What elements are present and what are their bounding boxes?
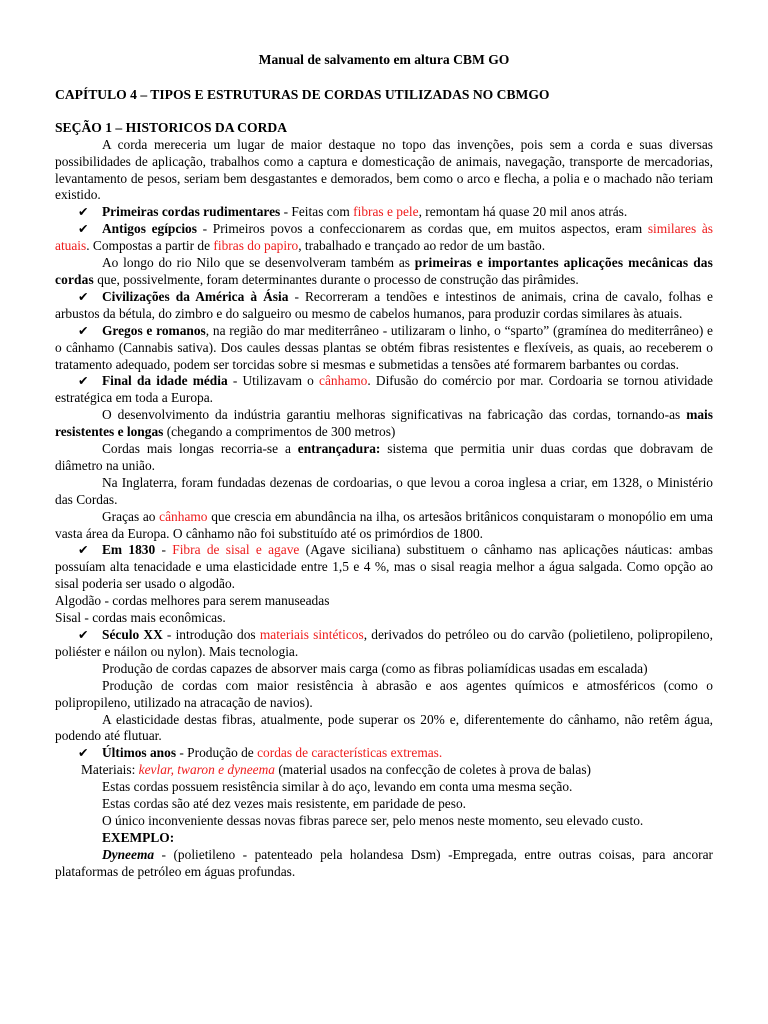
paragraph-inglaterra: Na Inglaterra, foram fundadas dezenas de cordoarias, o que levou a coroa inglesa a criar, em 1328, o Ministério das Cordas. — [55, 474, 713, 507]
paragraph-absorver-carga: Produção de cordas capazes de absorver mais carga (como as fibras poliamídicas usadas em escalada) — [102, 660, 648, 676]
line-sisal: Sisal - cordas mais econômicas. — [55, 610, 226, 626]
document-title: Manual de salvamento em altura CBM GO — [258, 52, 510, 67]
bullet-idade-media: ✔ Final da idade média - Utilizavam o cânhamo. Difusão do comércio por mar. Cordoaria se tornou atividade estratégica em toda a Europa. — [55, 373, 713, 406]
paragraph-intro: A corda mereceria um lugar de maior destaque no topo das invenções, pois sem a corda e suas diversas possibilidades de aplicação, trabalhos como a captura e domesticação de animais, navegação, transporte de mercadorias, levantamento de pesos, seriam bem desgastantes e demorados, bem como o arco e flecha, a polia e o machado não teriam existido. — [55, 136, 713, 203]
checkmark-icon: ✔ — [78, 627, 89, 642]
paragraph-dyneema: Dyneema - (polietileno - patenteado pela holandesa Dsm) -Empregada, entre outras coisas, para ancorar plataformas de petróleo em águas profundas. — [55, 846, 713, 879]
checkmark-icon: ✔ — [78, 221, 89, 237]
paragraph-entrancadura: Cordas mais longas recorria-se a entrançadura: sistema que permitia unir duas cordas que dobravam de diâmetro na união. — [55, 441, 713, 473]
paragraph-resistencia-aco: Estas cordas possuem resistência similar à do aço, levando em conta uma mesma seção. — [102, 779, 573, 795]
paragraph-canhamo: Graças ao cânhamo que crescia em abundância na ilha, os artesãos britânicos conquistaram o monopólio em uma vasta área da Europa. O cânhamo não foi substituído até os primórdios de 1800. — [55, 508, 713, 541]
bullet-1830: ✔ Em 1830 - Fibra de sisal e agave (Agave siciliana) substituem o cânhamo nas aplicações náuticas: ambas possuíam alta tenacidade e uma elasticidade entre 1,5 e 4 %, mas o sisal reagia melhor a água salgada. Como opção ao sisal poderia ser usado o algodão. — [55, 542, 714, 592]
checkmark-icon: ✔ — [78, 373, 89, 389]
checkmark-icon: ✔ — [78, 322, 89, 338]
paragraph-inconveniente: O único inconveniente dessas novas fibras parece ser, pelo menos neste momento, seu elevado custo. — [102, 812, 644, 828]
paragraph-dez-vezes: Estas cordas são até dez vezes mais resistente, em paridade de peso. — [102, 796, 467, 812]
bullet-primeiras-cordas: ✔ Primeiras cordas rudimentares - Feitas com fibras e pele, remontam há quase 20 mil anos atrás. — [78, 204, 628, 220]
bullet-antigos-egipcios: ✔ Antigos egípcios - Primeiros povos a confeccionarem as cordas que, em muitos aspectos, eram similares às atuais. Compostas a partir de fibras do papiro, trabalhado e trançado ao redor de um bastão. — [55, 221, 713, 254]
checkmark-icon: ✔ — [78, 745, 89, 761]
bullet-seculo-xx: ✔ Século XX - introdução dos materiais sintéticos, derivados do petróleo ou do carvão (polietileno, polipropileno, poliéster e náilon ou nylon). Mais tecnologia. — [55, 627, 713, 659]
bullet-ultimos-anos: ✔ Últimos anos - Produção de cordas de características extremas. — [78, 745, 443, 761]
paragraph-nilo: Ao longo do rio Nilo que se desenvolveram também as primeiras e importantes aplicações mecânicas das cordas que, possivelmente, foram determinantes durante o processo de construção das pirâmides. — [55, 255, 714, 287]
paragraph-abrasao: Produção de cordas com maior resistência à abrasão e aos agentes químicos e atmosféricos (como o polipropileno, utilizado na atracação de navios). — [55, 677, 713, 710]
checkmark-icon: ✔ — [78, 542, 89, 558]
document-body — [55, 52, 713, 881]
paragraph-materiais: Materiais: kevlar, twaron e dyneema (material usados na confecção de coletes à prova de balas) — [81, 762, 592, 778]
line-algodao: Algodão - cordas melhores para serem manuseadas — [55, 593, 330, 609]
checkmark-icon: ✔ — [78, 204, 89, 220]
paragraph-elasticidade: A elasticidade destas fibras, atualmente, pode superar os 20% e, diferentemente do cânhamo, não retêm água, podendo até flutuar. — [55, 711, 713, 744]
example-heading: EXEMPLO: — [102, 829, 175, 845]
section-heading: SEÇÃO 1 – HISTORICOS DA CORDA — [55, 119, 288, 135]
paragraph-industria: O desenvolvimento da indústria garantiu melhoras significativas na fabricação das cordas, tornando-as mais resistentes e longas (chegando a comprimentos de 300 metros) — [55, 407, 713, 440]
bullet-civilizacoes: ✔ Civilizações da América à Ásia - Recorreram a tendões e intestinos de animais, crina de cavalo, folhas e arbustos da bétula, do zimbro e do salgueiro ou mesmo de cabelos humanos, para produzir cordas similares às atuais. — [55, 288, 713, 321]
checkmark-icon: ✔ — [78, 288, 89, 304]
bullet-gregos-romanos: ✔ Gregos e romanos, na região do mar mediterrâneo - utilizaram o linho, o “sparto” (gramínea do mediterrâneo) e o cânhamo (Cannabis sativa). Dos caules dessas plantas se obtém fibras resistentes e flexíveis, as quais, ao receberem o tratamento adequado, podem ser torcidas sobre si mesmas e submetidas a tensões até formarem barbantes ou cordas. — [55, 322, 713, 372]
chapter-heading: CAPÍTULO 4 – TIPOS E ESTRUTURAS DE CORDAS UTILIZADAS NO CBMGO — [55, 86, 550, 102]
